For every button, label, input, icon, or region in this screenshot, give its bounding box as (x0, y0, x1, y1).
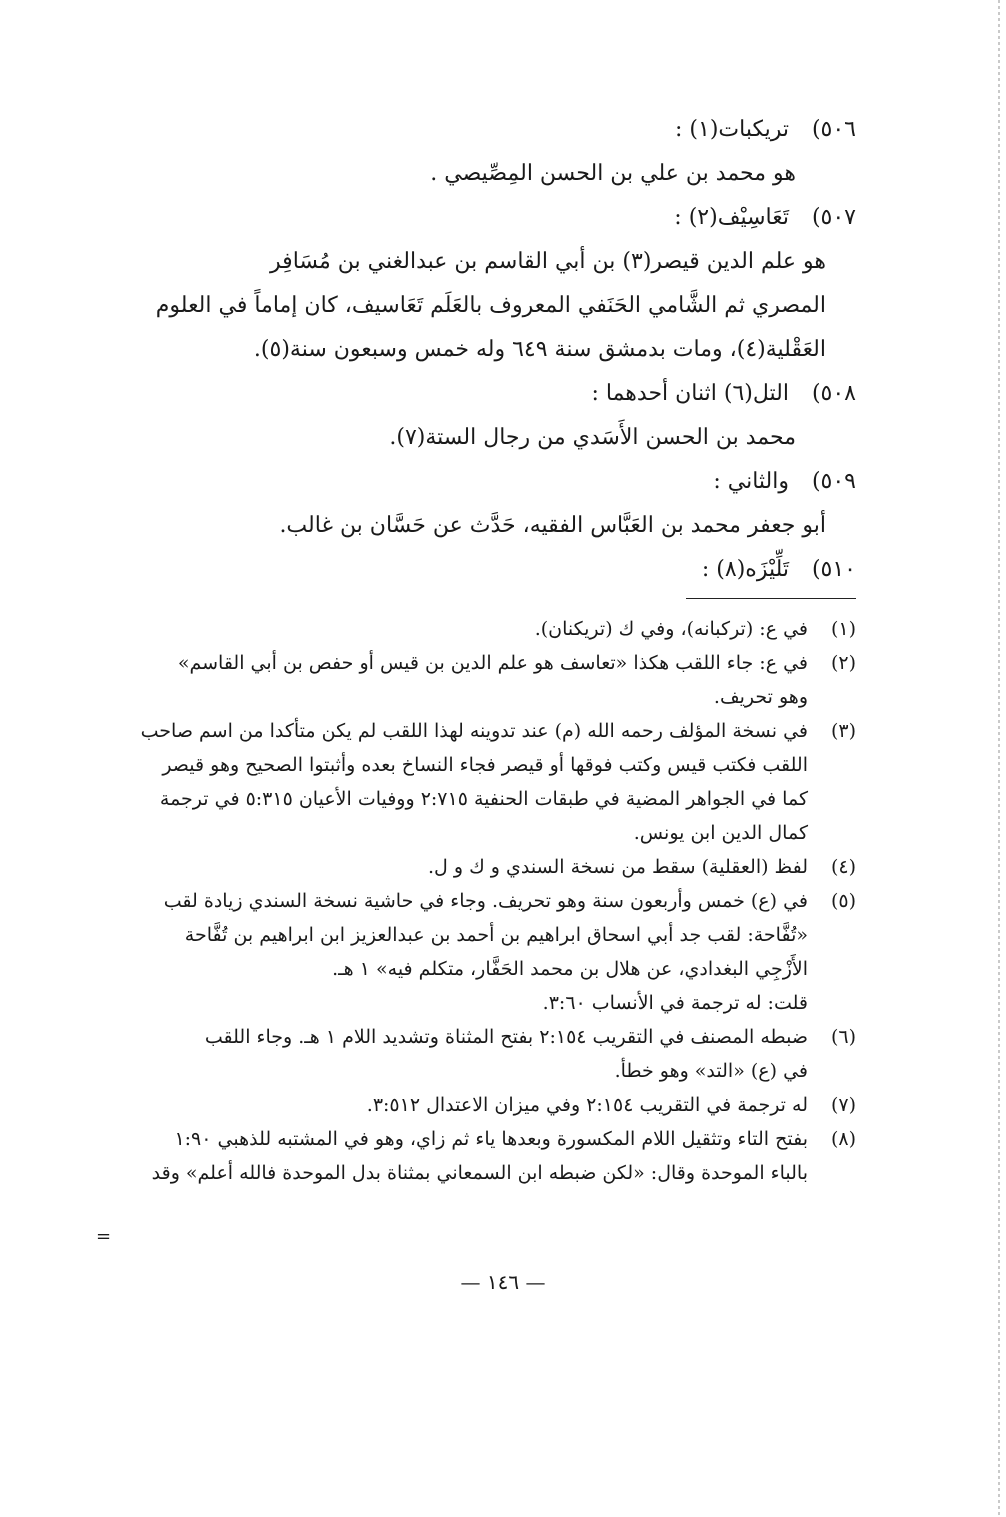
page-number: — ١٤٦ — (460, 1270, 546, 1294)
footnote-line: لفظ (العقلية) سقط من نسخة السندي و ك و ل. (427, 856, 808, 878)
entry-heading (136, 372, 856, 416)
footnote-text (134, 1020, 808, 1088)
footnote-line: الأَزْجِي البغدادي، عن هلال بن محمد الحَفَّار، متكلم فيه» ١ هـ. (332, 958, 808, 980)
footnote (134, 884, 856, 1020)
footnote-number: (١) (830, 618, 856, 640)
footnote-line: ضبطه المصنف في التقريب ٢:١٥٤ بفتح المثناة وتشديد اللام ١ هـ. وجاء اللقب (204, 1026, 808, 1048)
entry-line: العَقْلية(٤)، ومات بدمشق سنة ٦٤٩ وله خمس وسبعون سنة(٥). (253, 337, 826, 362)
footnote-line: في نسخة المؤلف رحمه الله (م) عند تدوينه لهذا اللقب لم يكن متأكدا من اسم صاحب (140, 720, 808, 742)
entry-title: تَلِّيْزَه(٨) : (701, 557, 789, 582)
footnote-line: في (ع) خمس وأربعون سنة وهو تحريف. وجاء في حاشية نسخة السندي زيادة لقب (163, 890, 808, 912)
entry-510 (136, 548, 856, 592)
footnote (134, 1122, 856, 1190)
entry-506 (136, 108, 856, 196)
entry-heading (136, 196, 856, 240)
entry-heading (136, 548, 856, 592)
footnote-number: (٤) (830, 856, 856, 878)
entry-line: هو علم الدين قيصر(٣) بن أبي القاسم بن عبدالغني بن مُسَافِر (270, 249, 826, 274)
footnote-line: كما في الجواهر المضية في طبقات الحنفية ٢:٧١٥ ووفيات الأعيان ٥:٣١٥ في ترجمة (159, 788, 808, 810)
entry-heading (136, 108, 856, 152)
footnote-line: بفتح التاء وتثقيل اللام المكسورة وبعدها ياء ثم زاي، وهو في المشتبه للذهبي ١:٩٠ (174, 1128, 808, 1150)
footnote-line: قلت: له ترجمة في الأنساب ٣:٦٠. (542, 992, 808, 1014)
entry-number: ٥٠٧) (811, 205, 856, 230)
footnote-text (134, 884, 808, 1020)
footnote-number: (٢) (830, 652, 856, 674)
footnote-number: (٧) (830, 1094, 856, 1116)
footnote (134, 1088, 856, 1122)
entry-507 (136, 196, 856, 372)
footnote-line: بالباء الموحدة وقال: «لكن ضبطه ابن السمعاني بمثناة بدل الموحدة فالله أعلم» وقد (151, 1162, 808, 1184)
entry-heading (136, 460, 856, 504)
entry-title: تريكبات(١) : (675, 117, 789, 142)
entry-body (136, 416, 856, 460)
entry-number: ٥٠٦) (811, 117, 856, 142)
entry-line: المصري ثم الشَّامي الحَنَفي المعروف بالعَلَم تَعَاسيف، كان إماماً في العلوم (155, 293, 826, 318)
footnote-text (134, 1088, 808, 1122)
footnote-number: (٥) (830, 890, 856, 912)
footnote-line: في ع: جاء اللقب هكذا «تعاسف هو علم الدين بن قيس أو حفص بن أبي القاسم» (177, 652, 808, 674)
entry-body (136, 240, 856, 372)
entry-title: تَعَاسِيْف(٢) : (674, 205, 789, 230)
entry-line: محمد بن الحسن الأَسَدي من رجال الستة(٧). (389, 425, 796, 450)
footnote-number: (٨) (830, 1128, 856, 1150)
footnote-line: «تُفَّاحة: لقب جد أبي اسحاق ابراهيم بن أحمد بن عبدالعزيز ابن ابراهيم بن تُفَّاحة (184, 924, 808, 946)
footnote-line: وهو تحريف. (713, 686, 808, 708)
footnote-number: (٣) (830, 720, 856, 742)
footnote-line: له ترجمة في التقريب ٢:١٥٤ وفي ميزان الاعتدال ٣:٥١٢. (366, 1094, 808, 1116)
footnote (134, 646, 856, 714)
footnote-text (134, 714, 808, 850)
entry-title: والثاني : (713, 469, 789, 494)
entry-number: ٥١٠) (811, 557, 856, 582)
entry-509 (136, 460, 856, 548)
footnote-line: في ع: (تركبانه)، وفي ك (تريكنان). (534, 618, 808, 640)
entry-number: ٥٠٩) (811, 469, 856, 494)
footnote-text (134, 1122, 808, 1190)
entry-number: ٥٠٨) (811, 381, 856, 406)
footnote-text (134, 850, 808, 884)
entry-body (136, 152, 856, 196)
footnote-line: كمال الدين ابن يونس. (633, 822, 808, 844)
entry-508 (136, 372, 856, 460)
footnote (134, 714, 856, 850)
footnote-number: (٦) (830, 1026, 856, 1048)
footnote (134, 850, 856, 884)
entry-line: هو محمد بن علي بن الحسن المِصِّيصي . (430, 161, 796, 186)
entry-title: التل(٦) اثنان أحدهما : (591, 381, 789, 406)
footnote-line: في (ع) «التد» وهو خطأ. (614, 1060, 808, 1082)
main-text (136, 108, 856, 592)
footnotes (134, 612, 856, 1190)
footnote-separator (686, 598, 856, 599)
footnote-text (134, 646, 808, 714)
footnote-line: اللقب فكتب قيس وكتب فوقها أو قيصر فجاء النساخ بعده وأثبتوا الصحيح وهو قيصر (162, 754, 808, 776)
footnote-text (134, 612, 808, 646)
entry-line: أبو جعفر محمد بن العَبَّاس الفقيه، حَدَّث عن حَسَّان بن غالب. (279, 513, 826, 538)
entry-body (136, 504, 856, 548)
footnote (134, 1020, 856, 1088)
continuation-mark: = (96, 1226, 112, 1247)
footnote (134, 612, 856, 646)
